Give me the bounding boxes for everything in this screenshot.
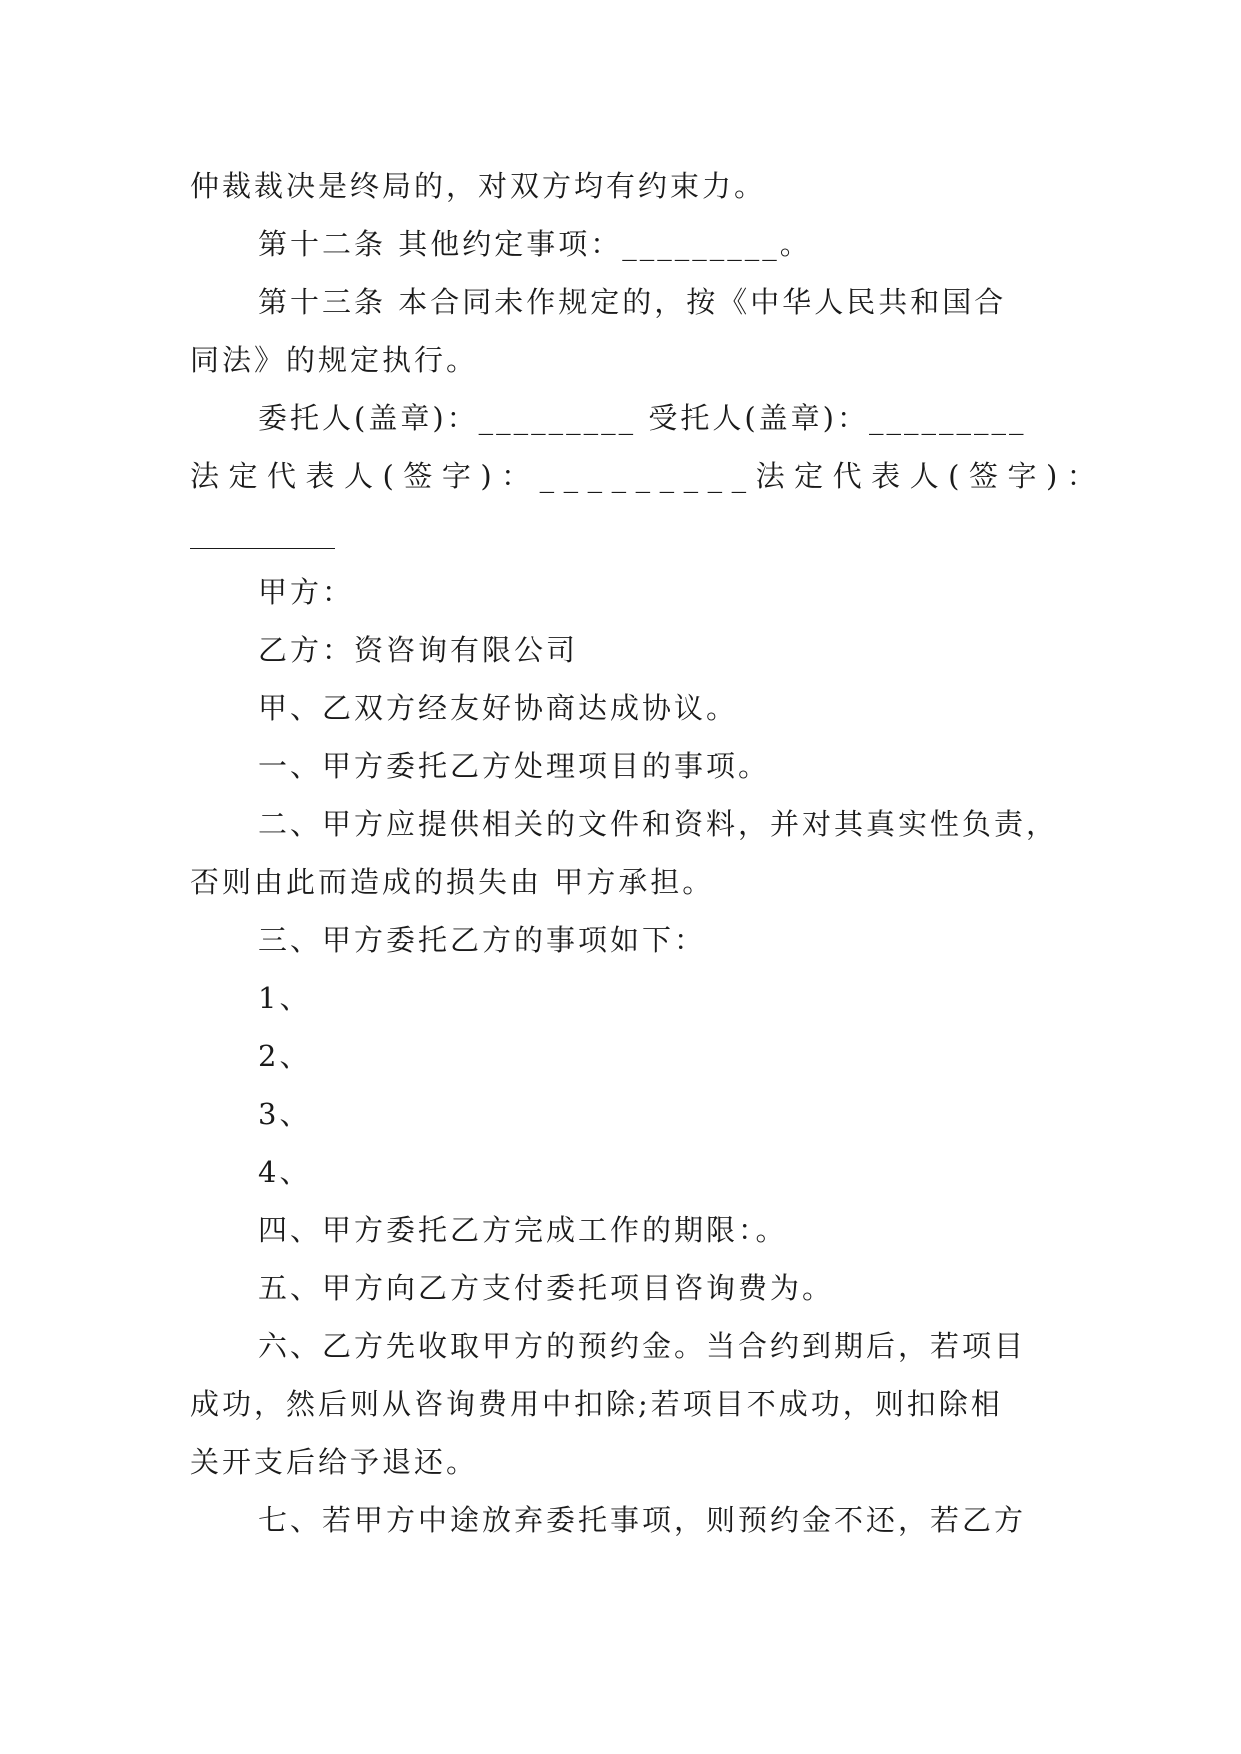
text-line: 甲、乙双方经友好协商达成协议。	[258, 691, 739, 725]
signature-line: 法定代表人(签字)：_________法定代表人(签字)：	[190, 459, 1106, 493]
list-item: 1、	[258, 981, 312, 1015]
text-line: 二、甲方应提供相关的文件和资料，并对其真实性负责，	[258, 807, 1059, 841]
text-line: 仲裁裁决是终局的，对双方均有约束力。	[190, 169, 767, 203]
list-item: 2、	[258, 1039, 312, 1073]
signature-line: 委托人(盖章)：_________ 受托人(盖章)：_________	[258, 401, 1027, 435]
text-line: 第十二条 其他约定事项：_________。	[258, 227, 812, 261]
text-line: 六、乙方先收取甲方的预约金。当合约到期后，若项目	[258, 1329, 1027, 1363]
text-line: 乙方：资咨询有限公司	[258, 633, 579, 667]
list-item: 4、	[258, 1155, 312, 1189]
text-line: 三、甲方委托乙方的事项如下：	[258, 923, 707, 957]
text-line: 一、甲方委托乙方处理项目的事项。	[258, 749, 771, 783]
text-line: 同法》的规定执行。	[190, 343, 479, 377]
text-line: 否则由此而造成的损失由 甲方承担。	[190, 865, 715, 899]
signature-blank	[190, 548, 335, 549]
text-line: 甲方：	[258, 575, 355, 609]
list-item: 3、	[258, 1097, 312, 1131]
text-line: 第十三条 本合同未作规定的，按《中华人民共和国合	[258, 285, 1007, 319]
text-line: 四、甲方委托乙方完成工作的期限：。	[258, 1213, 788, 1247]
text-line: 成功，然后则从咨询费用中扣除;若项目不成功，则扣除相	[190, 1387, 1003, 1421]
text-line: 五、甲方向乙方支付委托项目咨询费为。	[258, 1271, 835, 1305]
text-line: 七、若甲方中途放弃委托事项，则预约金不还，若乙方	[258, 1503, 1027, 1537]
text-line: 关开支后给予退还。	[190, 1445, 479, 1479]
